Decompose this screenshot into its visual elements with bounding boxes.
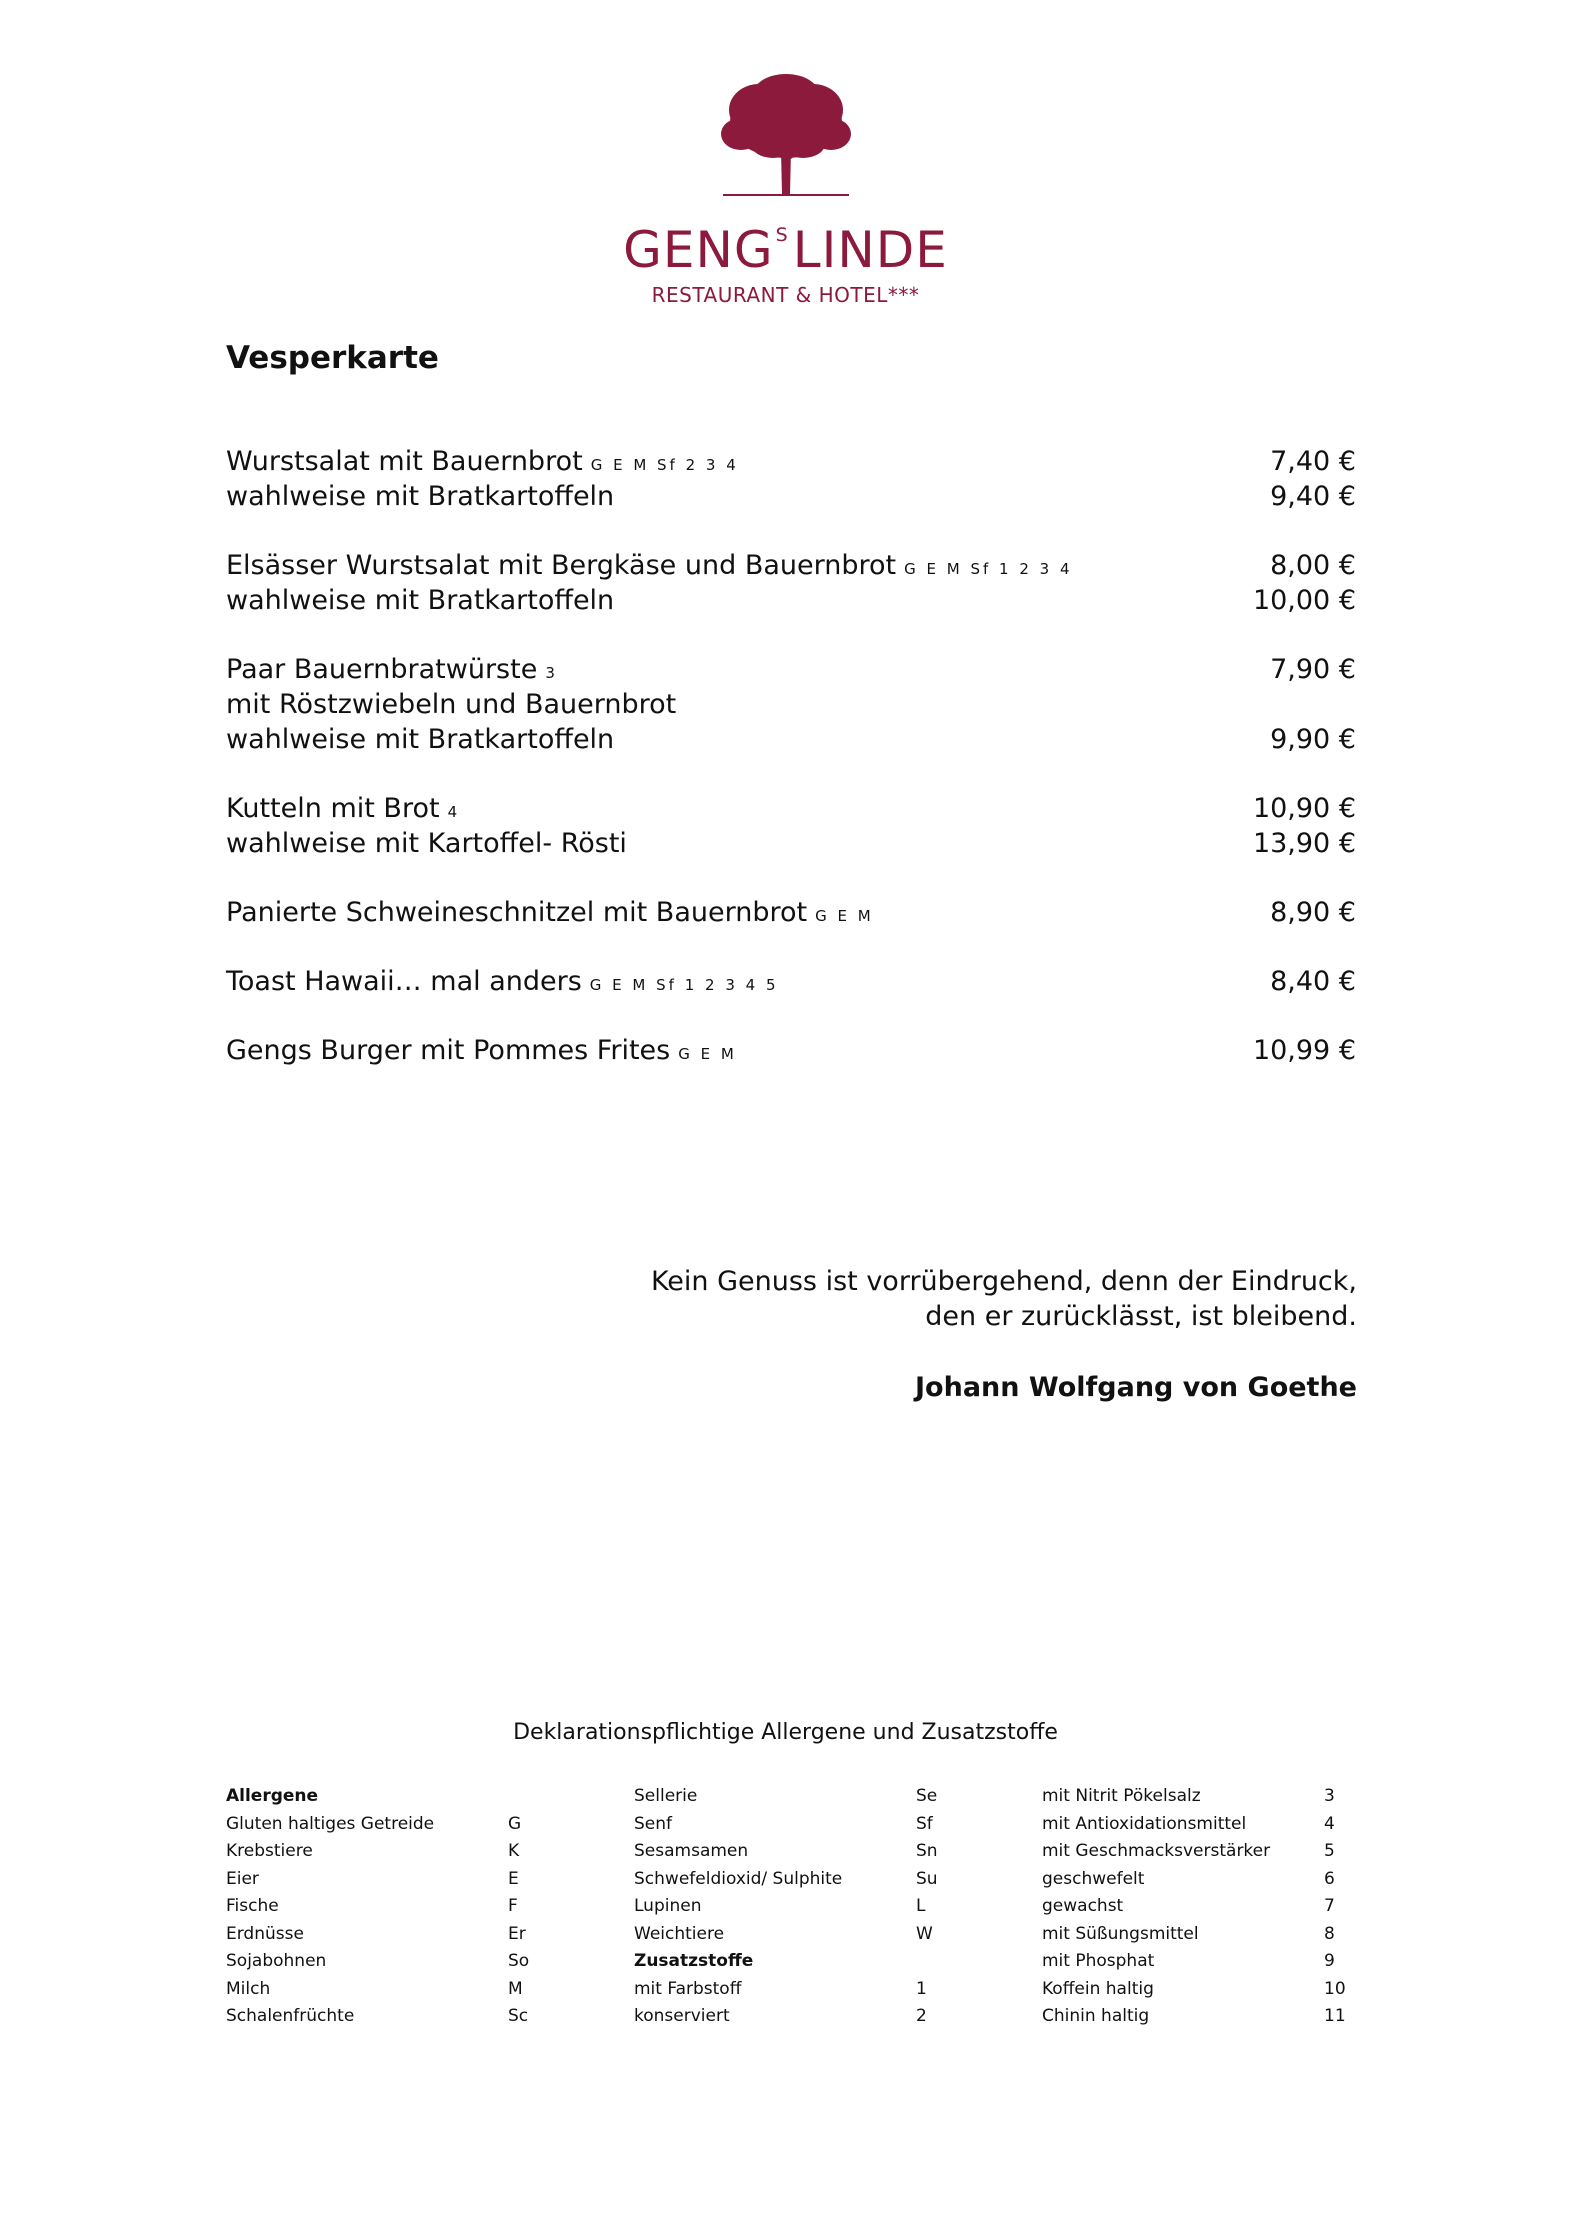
allergen-code: W bbox=[916, 1923, 933, 1944]
dish-name: Paar Bauernbratwürste 3 bbox=[226, 654, 558, 685]
dish-name: wahlweise mit Bratkartoffeln bbox=[226, 724, 615, 755]
dish-price: 7,40 € bbox=[1270, 446, 1356, 477]
allergen-code: E bbox=[508, 1868, 519, 1889]
dish-price: 10,00 € bbox=[1252, 585, 1356, 616]
dish-price: 10,90 € bbox=[1252, 793, 1356, 824]
allergen-code: 9 bbox=[1324, 1951, 1335, 1971]
dish-name: Kutteln mit Brot 4 bbox=[226, 793, 461, 824]
dish-price: 8,90 € bbox=[1270, 897, 1356, 928]
allergen-label: Senf bbox=[634, 1813, 673, 1834]
allergen-label: Koffein haltig bbox=[1042, 1978, 1154, 1999]
menu-item-line bbox=[226, 966, 1356, 1001]
menu-item-line bbox=[226, 724, 1356, 759]
allergen-code: L bbox=[916, 1896, 926, 1916]
allergen-label: Krebstiere bbox=[226, 1841, 313, 1861]
allergen-label: mit Nitrit Pökelsalz bbox=[1042, 1786, 1201, 1806]
allergen-label: Eier bbox=[226, 1868, 259, 1889]
allergen-code: Sf bbox=[916, 1813, 933, 1834]
menu-item-line bbox=[226, 654, 1356, 689]
allergen-codes: 4 bbox=[447, 803, 461, 821]
brand-name: GENG $^S$LINDE bbox=[623, 221, 948, 279]
allergen-codes: G E M Sf 1 2 3 4 bbox=[904, 560, 1073, 578]
allergen-codes: G E M Sf 2 3 4 bbox=[590, 456, 739, 474]
quote-author: Johann Wolfgang von Goethe bbox=[915, 1372, 1357, 1403]
allergen-label: konserviert bbox=[634, 2006, 730, 2026]
allergen-code: F bbox=[508, 1896, 518, 1916]
page-title: Vesperkarte bbox=[226, 340, 439, 376]
allergen-codes: G E M bbox=[678, 1045, 737, 1063]
allergen-code: 11 bbox=[1324, 2006, 1346, 2026]
dish-price: 7,90 € bbox=[1270, 654, 1356, 685]
allergen-label: gewachst bbox=[1042, 1896, 1124, 1916]
allergen-codes: G E M bbox=[815, 907, 874, 925]
quote-line: den er zurücklässt, ist bleibend. bbox=[925, 1301, 1357, 1332]
allergen-code: Sn bbox=[916, 1841, 938, 1861]
allergen-label: Sellerie bbox=[634, 1786, 698, 1806]
dish-price: 8,00 € bbox=[1270, 550, 1356, 581]
allergen-label: Sesamsamen bbox=[634, 1841, 749, 1861]
brand bbox=[0, 206, 1571, 307]
menu-item-line bbox=[226, 689, 1356, 724]
allergen-code: So bbox=[508, 1951, 530, 1971]
dish-price: 13,90 € bbox=[1252, 828, 1356, 859]
tree-icon bbox=[711, 72, 861, 202]
allergen-label: Schwefeldioxid/ Sulphite bbox=[634, 1868, 843, 1889]
dish-price: 9,90 € bbox=[1270, 724, 1356, 755]
allergen-code: 6 bbox=[1324, 1868, 1335, 1889]
allergen-code: Sc bbox=[508, 2006, 529, 2026]
allergen-label: mit Phosphat bbox=[1042, 1951, 1155, 1971]
allergen-label: Schalenfrüchte bbox=[226, 2006, 355, 2026]
dish-name: Panierte Schweineschnitzel mit Bauernbrot G E M bbox=[226, 897, 874, 928]
allergen-label: geschwefelt bbox=[1042, 1868, 1145, 1889]
allergen-label: Allergene bbox=[226, 1786, 319, 1806]
dish-name: wahlweise mit Bratkartoffeln bbox=[226, 481, 615, 512]
allergen-label: Gluten haltiges Getreide bbox=[226, 1813, 435, 1834]
dish-name: wahlweise mit Bratkartoffeln bbox=[226, 585, 615, 616]
brand-subtitle: RESTAURANT & HOTEL*** bbox=[651, 283, 920, 307]
allergen-code: 3 bbox=[1324, 1786, 1335, 1806]
allergen-code: Su bbox=[916, 1868, 938, 1889]
menu-list bbox=[226, 446, 1356, 1104]
allergen-code: Er bbox=[508, 1923, 526, 1944]
allergen-code: 5 bbox=[1324, 1841, 1335, 1861]
allergen-code: K bbox=[508, 1841, 520, 1861]
allergen-code: 7 bbox=[1324, 1896, 1335, 1916]
dish-name: Gengs Burger mit Pommes Frites G E M bbox=[226, 1035, 737, 1066]
allergen-label: Erdnüsse bbox=[226, 1923, 304, 1944]
dish-price: 10,99 € bbox=[1252, 1035, 1356, 1066]
allergen-label: Lupinen bbox=[634, 1896, 702, 1916]
allergen-codes: 3 bbox=[545, 664, 558, 682]
menu-item-line bbox=[226, 446, 1356, 481]
allergen-label: Zusatzstoffe bbox=[634, 1951, 754, 1971]
dish-price: 8,40 € bbox=[1270, 966, 1356, 997]
dish-name: wahlweise mit Kartoffel- Rösti bbox=[226, 828, 627, 859]
quote-line: Kein Genuss ist vorrübergehend, denn der Eindruck, bbox=[650, 1266, 1357, 1297]
dish-name: mit Röstzwiebeln und Bauernbrot bbox=[226, 689, 677, 720]
dish-name: Toast Hawaii… mal anders G E M Sf 1 2 3 4 5 bbox=[226, 966, 779, 997]
allergen-label: mit Geschmacksverstärker bbox=[1042, 1841, 1271, 1861]
allergen-codes: G E M Sf 1 2 3 4 5 bbox=[589, 976, 779, 994]
menu-item bbox=[226, 1035, 1356, 1070]
menu-item bbox=[226, 654, 1356, 759]
menu-item-line bbox=[226, 585, 1356, 620]
menu-item bbox=[226, 897, 1356, 932]
menu-item bbox=[226, 550, 1356, 620]
allergen-code: 2 bbox=[916, 2006, 927, 2026]
allergen-label: Chinin haltig bbox=[1042, 2006, 1150, 2026]
allergen-code: 4 bbox=[1324, 1813, 1335, 1834]
dish-name: Wurstsalat mit Bauernbrot G E M Sf 2 3 4 bbox=[226, 446, 739, 477]
allergen-label: mit Süßungsmittel bbox=[1042, 1923, 1199, 1944]
dish-price: 9,40 € bbox=[1270, 481, 1356, 512]
allergen-code: 10 bbox=[1324, 1978, 1346, 1999]
menu-item-line bbox=[226, 897, 1356, 932]
dish-name: Elsässer Wurstsalat mit Bergkäse und Bauernbrot G E M Sf 1 2 3 4 bbox=[226, 550, 1073, 581]
menu-item-line bbox=[226, 1035, 1356, 1070]
allergen-label: Milch bbox=[226, 1978, 271, 1999]
menu-item bbox=[226, 446, 1356, 516]
allergen-code: 1 bbox=[916, 1978, 927, 1999]
allergen-code: Se bbox=[916, 1786, 938, 1806]
quote bbox=[651, 1264, 1357, 1334]
allergen-label: mit Antioxidationsmittel bbox=[1042, 1813, 1247, 1834]
menu-item bbox=[226, 966, 1356, 1001]
menu-item-line bbox=[226, 550, 1356, 585]
allergen-label: Weichtiere bbox=[634, 1923, 725, 1944]
menu-item-line bbox=[226, 793, 1356, 828]
allergen-code: G bbox=[508, 1813, 522, 1834]
allergen-code: 8 bbox=[1324, 1923, 1335, 1944]
menu-item bbox=[226, 793, 1356, 863]
menu-item-line bbox=[226, 828, 1356, 863]
allergen-label: Fische bbox=[226, 1896, 279, 1916]
declaration-title: Deklarationspflichtige Allergene und Zusatzstoffe bbox=[513, 1720, 1058, 1745]
allergen-label: mit Farbstoff bbox=[634, 1978, 742, 1999]
allergen-label: Sojabohnen bbox=[226, 1951, 327, 1971]
logo bbox=[0, 72, 1571, 307]
allergen-code: M bbox=[508, 1978, 523, 1999]
menu-item-line bbox=[226, 481, 1356, 516]
